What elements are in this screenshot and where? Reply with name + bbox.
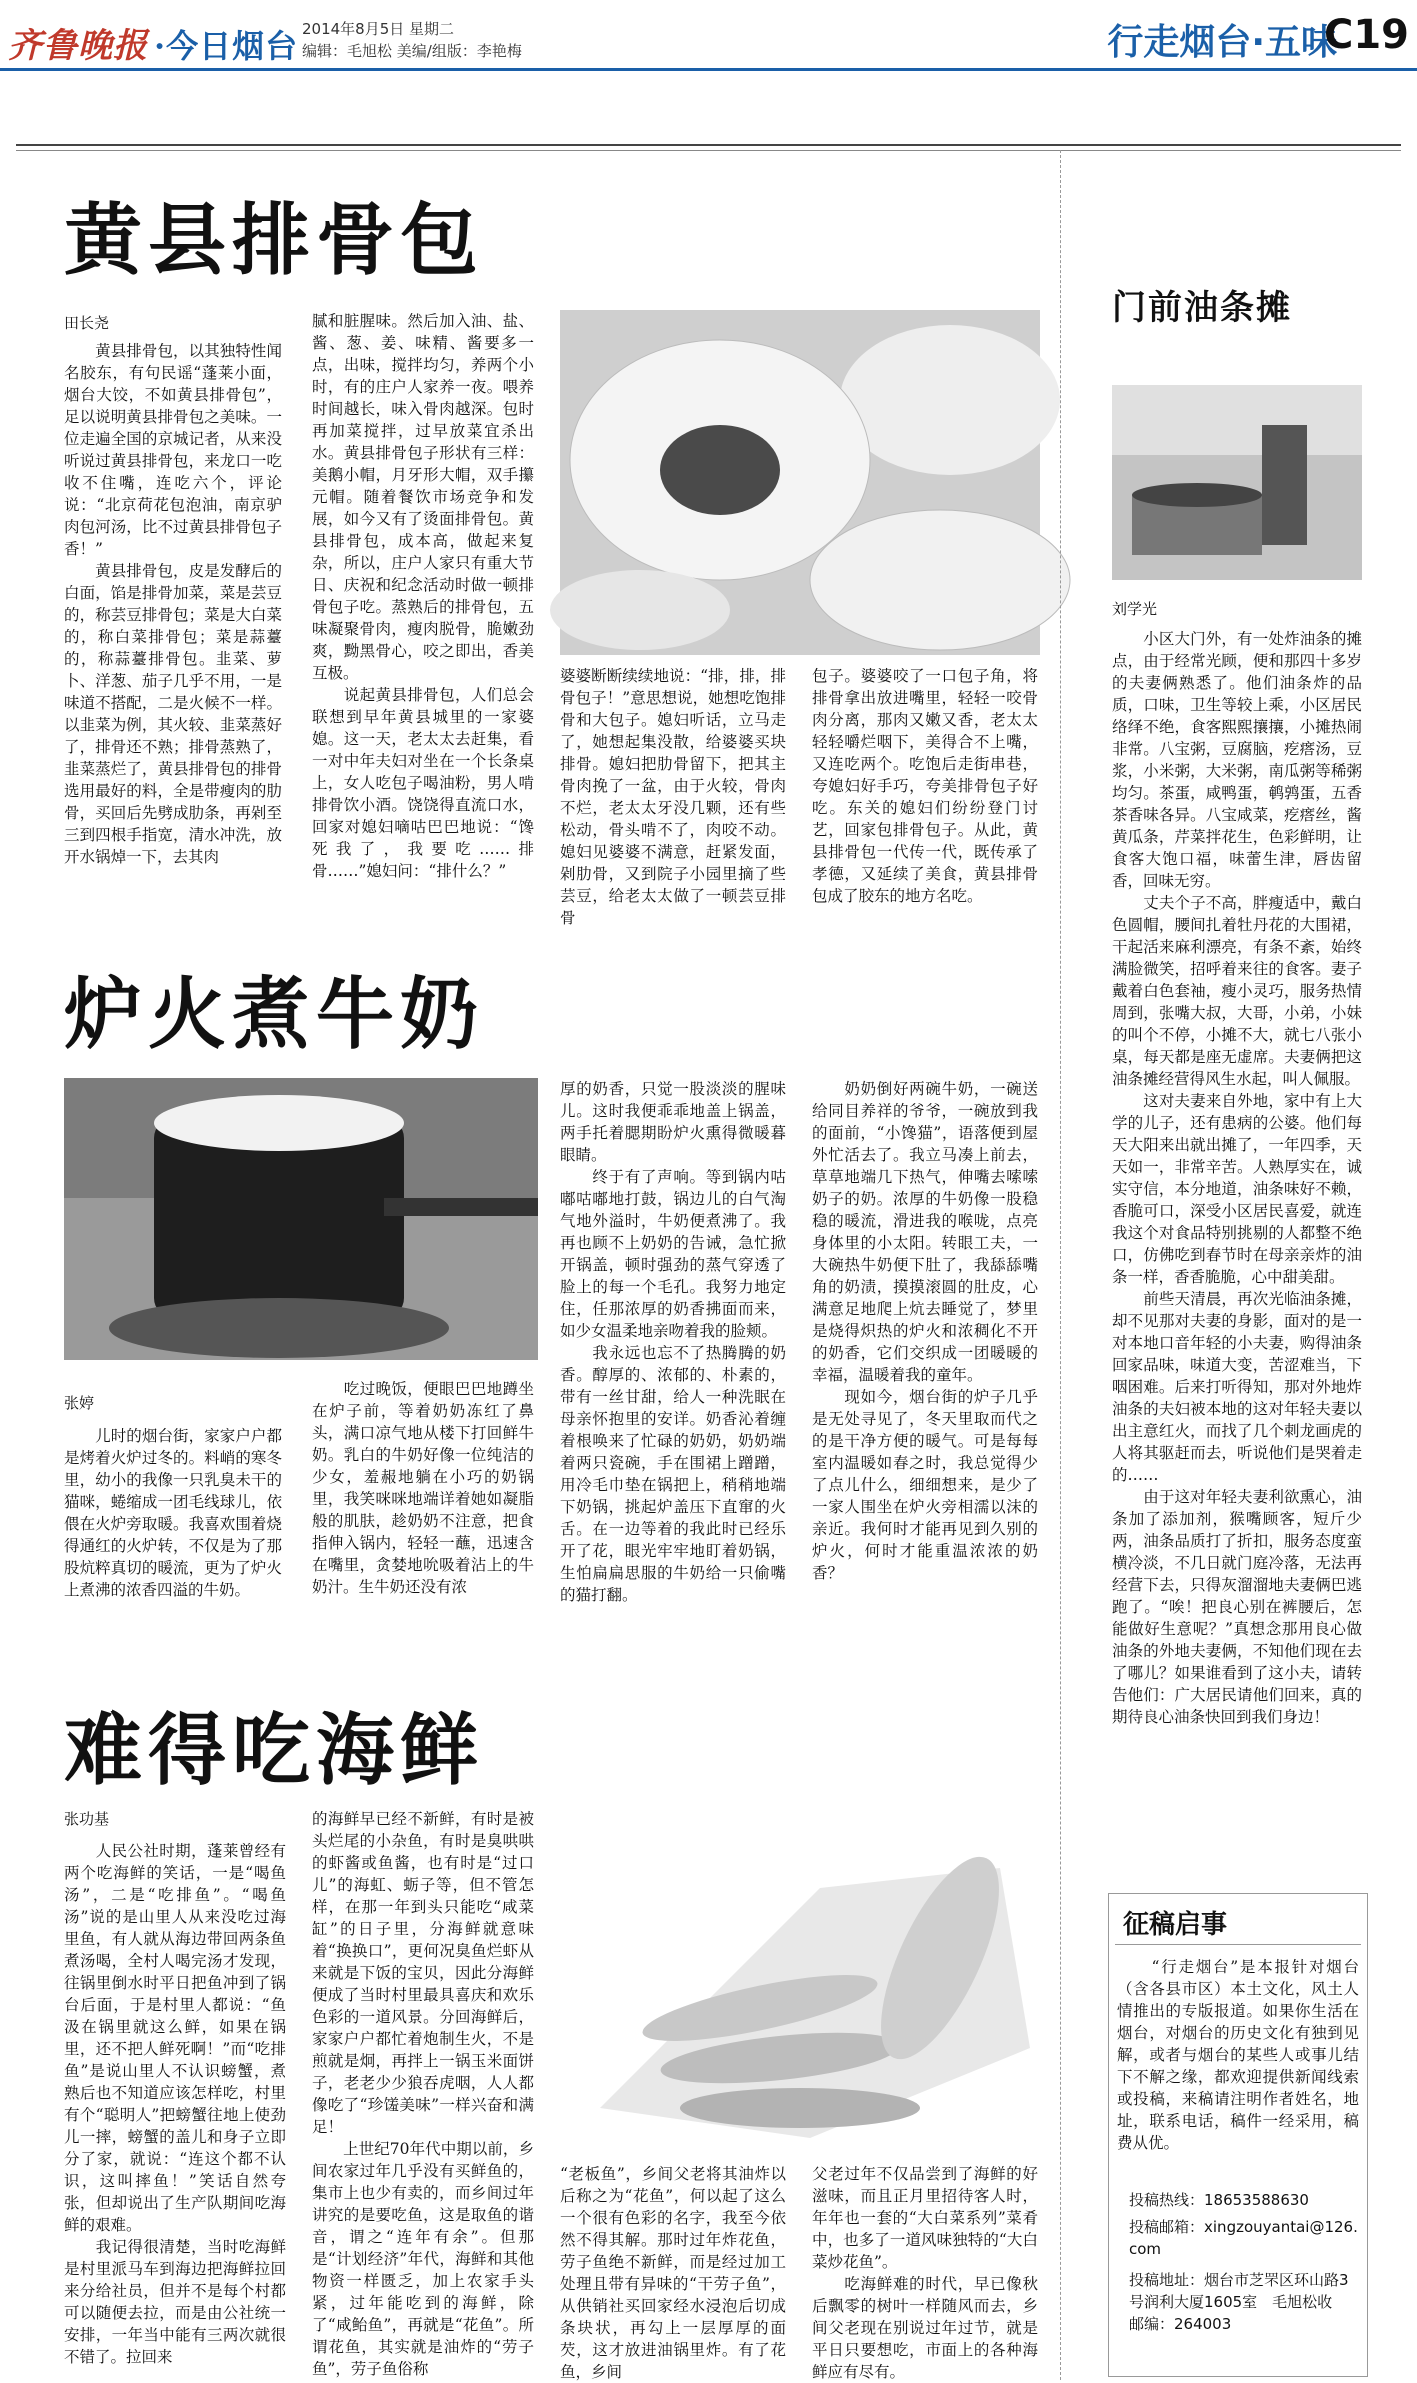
article2-col3: 厚的奶香，只觉一股淡淡的腥味儿。这时我便乖乖地盖上锅盖，两手托着腮期盼炉火熏得微暖暮眼睛。 终于有了声响。等到锅内咕嘟咕嘟地打鼓，锅边儿的白气淘气地外溢时，牛奶便煮沸了。我再也顾不上奶奶的告诫，急忙掀开锅盖，顿时强劲的蒸气穿透了脸上的每一个毛孔。我努力地定住，任那浓厚的奶香拂面而来，如少女温柔地亲吻着我的脸颊。 我永远也忘不了热腾腾的奶香。醇厚的、浓郁的、朴素的，带有一丝甘甜，给人一种洗眠在母亲怀抱里的安详。奶香沁着缠着根唤来了忙碌的奶奶，奶奶端着两只瓷碗，手在围裙上蹭蹭，用冷毛巾垫在锅把上，稍稍地端下奶锅，挑起炉盖压下直窜的火舌。在一边等着的我此时已经乐开了花，眼光牢牢地盯着奶锅，生怕扁扁思服的牛奶给一只偷嘴的猫打翻。	[560, 1080, 786, 1604]
notice-hotline: 投稿热线：18653588630	[1129, 2191, 1309, 2209]
notice-title: 征稿启事	[1123, 1910, 1228, 1940]
article1-col1: 黄县排骨包，以其独特性闻名胶东，有句民谣“蓬莱小面，烟台大饺，不如黄县排骨包”，足以说明黄县排骨包之美味。一位走遍全国的京城记者，从来没听说过黄县排骨包，来龙口一吃收不住嘴，连吃六个，评论说：“北京荷花包泡油，南京驴肉包河汤，比不过黄县排骨包子香！” 黄县排骨包，皮是发酵后的白面，馅是排骨加菜，菜是芸豆的，称芸豆排骨包；菜是大白菜的，称白菜排骨包；菜是蒜薹的，称蒜薹排骨包。韭菜、萝卜、洋葱、茄子几乎不用，一是味道不搭配，二是火候不一样。以韭菜为例，其火较、韭菜蒸好了，排骨还不熟；排骨蒸熟了，韭菜蒸烂了，黄县排骨包的排骨选用最好的料，全是带瘦肉的肋骨，买回后先劈成肋条，再剁至三到四根手指宽，清水冲洗，放开水锅焯一下，去其肉	[64, 342, 282, 866]
section-title: 行走烟台·五味	[1107, 22, 1337, 63]
fish-illustration	[560, 1808, 1038, 2153]
page-number: C19	[1323, 12, 1409, 58]
article3-col3: “老板鱼”，乡间父老将其油炸以后称之为“花鱼”，何以起了这么一个很有色彩的名字，我至今依然不得其解。那时过年炸花鱼，劳子鱼绝不新鲜，而是经过加工处理且带有异味的“干劳子鱼”，从供销社买回家经水浸泡后切成条块状，再勾上一层厚厚的面芡，这才放进油锅里炸。有了花鱼，乡间	[560, 2165, 786, 2381]
top-rule-thin	[16, 150, 1401, 151]
article2-author: 张婷	[64, 1394, 95, 1412]
milk-pot-photo	[64, 1078, 538, 1360]
notice-email: 投稿邮箱：xingzouyantai@126.com	[1129, 2218, 1358, 2258]
article1-col4: 包子。婆婆咬了一口包子角，将排骨拿出放进嘴里，轻轻一咬骨肉分离，那肉又嫩又香，老太太轻轻嚼烂咽下，美得合不上嘴，又连吃两个。吃饱后走街串巷，夸媳妇好手巧，夸美排骨包子好吃。东关的媳妇们纷纷登门讨艺，回家包排骨包子。从此，黄县排骨包一代传一代，既传承了孝德，又延续了美食，黄县排骨包成了胶东的地方名吃。	[812, 667, 1038, 905]
steamed-buns-photo	[560, 310, 1040, 655]
call-for-submissions-box	[1108, 1893, 1368, 2377]
article1-author: 田长尧	[64, 314, 110, 332]
article1-col2: 腻和脏腥味。然后加入油、盐、酱、葱、姜、味精、酱要多一点，出味，搅拌均匀，养两个小时，有的庄户人家养一夜。喂养时间越长，味入骨肉越深。包时再加菜搅拌，过早放菜宜杀出水。黄县排骨包子形状有三样：美鹅小帽，月牙形大帽，双手攥元帽。随着餐饮市场竞争和发展，如今又有了烫面排骨包。黄县排骨包，成本高，做起来复杂，所以，庄户人家只有重大节日、庆祝和纪念活动时做一顿排骨包子吃。蒸熟后的排骨包，五味凝聚骨肉，瘦肉脱骨，脆嫩劲爽，黝黑骨心，咬之即出，香美互极。 说起黄县排骨包，人们总会联想到早年黄县城里的一家婆媳。这一天，老太太去赶集，看一对中年夫妇对坐在一个长条桌上，女人吃包子喝油粉，男人啃排骨饮小酒。饶饶得直流口水，回家对媳妇嘀咕巴巴地说：“馋死我了，我要吃……排骨……”媳妇问：“排什么？”	[312, 312, 534, 880]
article3-author: 张功基	[64, 1810, 110, 1828]
article3-col1: 人民公社时期，蓬莱曾经有两个吃海鲜的笑话，一是“喝鱼汤”，二是“吃排鱼”。“喝鱼汤”说的是山里人从来没吃过海里鱼，有人就从海边带回两条鱼煮汤喝，全村人喝完汤才发现，往锅里倒水时平日把鱼冲到了锅台后面，于是村里人都说：“鱼汲在锅里就这么鲜，如果在锅里，还不把人鲜死啊！”而“吃排鱼”是说山里人不认识螃蟹，煮熟后也不知道应该怎样吃，村里有个“聪明人”把螃蟹往地上使劲儿一摔，螃蟹的盖儿和身子立即分了家，就说：“连这个都不认识，这叫摔鱼！”笑话自然夸张，但却说出了生产队期间吃海鲜的艰难。 我记得很清楚，当时吃海鲜是村里派马车到海边把海鲜拉回来分给社员，但并不是每个村都可以随便去拉，而是由公社统一安排，一年当中能有三两次就很不错了。拉回来	[64, 1842, 286, 2366]
article2-col2: 吃过晚饭，便眼巴巴地蹲坐在炉子前，等着奶奶冻红了鼻头，满口凉气地从楼下打回鲜牛奶。乳白的牛奶好像一位纯洁的少女，羞赧地躺在小巧的奶锅里，我笑咪咪地端详着她如凝脂般的肌肤，趁奶奶不注意，把食指伸入锅内，轻轻一蘸，迅速含在嘴里，贪婪地吮吸着沾上的牛奶汁。生牛奶还没有浓	[312, 1380, 534, 1596]
notice-email-address[interactable]: xingzouyantai@126.com	[1129, 2218, 1358, 2258]
notice-address: 投稿地址：烟台市芝罘区环山路3号润利大厦1605室 毛旭松收 邮编：264003	[1129, 2271, 1349, 2333]
fried-dough-stall-photo	[1112, 385, 1362, 580]
column-divider	[1060, 150, 1062, 2380]
notice-divider	[1115, 1944, 1361, 1945]
sidebar-title: 门前油条摊	[1112, 288, 1292, 328]
edition-name: ·今日烟台	[154, 27, 299, 65]
newspaper-logo: 齐鲁晚报 ·今日烟台	[8, 26, 299, 66]
editor-credits: 编辑：毛旭松 美编/组版：李艳梅	[302, 42, 522, 60]
notice-text: “行走烟台”是本报针对烟台（含各县市区）本土文化，风土人情推出的专版报道。如果你生活在烟台，对烟台的历史文化有独到见解，或者与烟台的某些人或事儿结下不解之缘，都欢迎提供新闻线索或投稿，来稿请注明作者姓名，地址，联系电话，稿件一经采用，稿费从优。	[1117, 1958, 1359, 2152]
article3-col4: 父老过年不仅品尝到了海鲜的好滋味，而且正月里招待客人时，年年也一套的“大白菜系列”菜肴中，也多了一道风味独特的“大白菜炒花鱼”。 吃海鲜难的时代，早已像秋后飘零的树叶一样随风而去，乡间父老现在别说过年过节，就是平日只要想吃，市面上的各种海鲜应有尽有。	[812, 2165, 1038, 2381]
top-rule	[16, 144, 1401, 146]
article1-title: 黄县排骨包	[64, 196, 485, 286]
article3-title: 难得吃海鲜	[64, 1706, 485, 1796]
sidebar-text: 小区大门外，有一处炸油条的摊点，由于经常光顾，便和那四十多岁的夫妻俩熟悉了。他们油条炸的品质，口味，卫生等较上乘，小区居民络绎不绝，食客熙熙攘攘，小摊热闹非常。八宝粥，豆腐脑，疙瘩汤，豆浆，小米粥，大米粥，南瓜粥等稀粥均匀。茶蛋，咸鸭蛋，鹌鹑蛋，五香茶香味各异。八宝咸菜，疙瘩丝，酱黄瓜条，芹菜拌花生，色彩鲜明，让食客大饱口福，味蕾生津，唇齿留香，回味无穷。 丈夫个子不高，胖瘦适中，戴白色圆帽，腰间扎着牡丹花的大围裙，干起活来麻利漂亮，有条不紊，始终满脸微笑，招呼着来往的食客。妻子戴着白色套袖，瘦小灵巧，服务热情周到，张嘴大叔，大哥，小弟，小妹的叫个不停，小摊不大，就七八张小桌，每天都是座无虚席。夫妻俩把这油条摊经营得风生水起，叫人佩服。 这对夫妻来自外地，家中有上大学的儿子，还有患病的公婆。他们每天大阳来出就出摊了，一年四季，天天如一，非常辛苦。人熟厚实在，诚实守信，本分地道，油条味好不赖，香脆可口，深受小区居民喜爱，就连我这个对食品特别挑剔的人都整不绝口，仿佛吃到春节时在母亲亲炸的油条一样，香香脆脆，心中甜美甜。 前些天清晨，再次光临油条摊，却不见那对夫妻的身影，面对的是一对本地口音年轻的小夫妻，购得油条回家品味，味道大变，苦涩难当，下咽困难。后来打听得知，那对外地炸油条的夫妇被本地的这对年轻夫妻以出主意红火，而找了几个刺龙画虎的人将其驱赶而去，听说他们是哭着走的…… 由于这对年轻夫妻利欲熏心，油条加了添加剂，猴嘴顾客，短斤少两，油条品质打了折扣，服务态度蛮横冷淡，不几日就门庭冷落，无法再经营下去，只得灰溜溜地夫妻俩巴逃跑了。“唉！把良心别在裤腰后，怎能做好生意呢？”真想念那用良心做油条的外地夫妻俩，不知他们现在去了哪儿？如果谁看到了这小夫，请转告他们：广大居民请他们回来，真的期待良心油条快回到我们身边！	[1112, 630, 1362, 1726]
header-divider	[0, 68, 1417, 71]
article2-col4: 奶奶倒好两碗牛奶，一碗送给同目养祥的爷爷，一碗放到我的面前，“小馋猫”，语落便到屋外忙活去了。我立马凑上前去，草草地端几下热气，伸嘴去嗦嗦奶子的奶。浓厚的牛奶像一股稳稳的暖流，滑进我的喉咙，点亮身体里的小太阳。转眼工夫，一大碗热牛奶便下肚了，我舔舔嘴角的奶渍，摸摸滚圆的肚皮，心满意足地爬上炕去睡觉了，梦里是烧得炽热的炉火和浓稠化不开的奶香，它们交织成一团暖暖的幸福，温暖着我的童年。 现如今，烟台街的炉子几乎是无处寻见了，冬天里取而代之的是干净方便的暖气。可是每每室内温暖如春之时，我总觉得少了点儿什么，细细想来，是少了一家人围坐在炉火旁相濡以沫的亲近。我何时才能再见到久别的炉火，何时才能重温浓浓的奶香？	[812, 1080, 1038, 1582]
article1-col3: 婆婆断断续续地说：“排，排，排骨包子！”意思想说，她想吃饱排骨和大包子。媳妇听话，立马走了，她想起集没散，给婆婆买块排骨。媳妇把肋骨留下，把其主骨肉挽了一盆，由于火较，骨肉不烂，老太太牙没几颗，还有些松动，骨头啃不了，肉咬不动。媳妇见婆婆不满意，赶紧发面，剁肋骨，又到院子小园里摘了些芸豆，给老太太做了一顿芸豆排骨	[560, 667, 786, 927]
article3-col2: 的海鲜早已经不新鲜，有时是被头烂尾的小杂鱼，有时是臭哄哄的虾酱或鱼酱，也有时是“过口儿”的海虹、蛎子等，但不管怎样，在那一年到头只能吃“咸菜缸”的日子里，分海鲜就意味着“换换口”，更何况臭鱼烂虾从来就是下饭的宝贝，因此分海鲜便成了当时村里最具喜庆和欢乐色彩的一道风景。分回海鲜后，家家户户都忙着炮制生火，不是煎就是炯，再拌上一锅玉米面饼子，老老少少狼吞虎咽，人人都像吃了“珍馐美味”一样兴奋和满足！ 上世纪70年代中期以前，乡间农家过年几乎没有买鲜鱼的，集市上也少有卖的，而乡间过年讲究的是要吃鱼，这是取鱼的谐音，谓之“连年有余”。但那是“计划经济”年代，海鲜和其他物资一样匮乏，加上农家手头紧，过年能吃到的海鲜，除了“咸鲐鱼”，再就是“花鱼”。所谓花鱼，其实就是油炸的“劳子鱼”，劳子鱼俗称	[312, 1810, 534, 2378]
issue-date: 2014年8月5日 星期二	[302, 20, 455, 38]
article2-title: 炉火煮牛奶	[64, 970, 485, 1060]
article2-col1: 儿时的烟台街，家家户户都是烤着火炉过冬的。料峭的寒冬里，幼小的我像一只乳臭未干的猫咪，蜷缩成一团毛线球儿，依偎在火炉旁取暖。我喜欢围着烧得通红的火炉转，不仅是为了那股炕粹真切的暖流，更为了炉火上煮沸的浓香四溢的牛奶。	[64, 1427, 282, 1599]
sidebar-author: 刘学光	[1112, 600, 1158, 618]
